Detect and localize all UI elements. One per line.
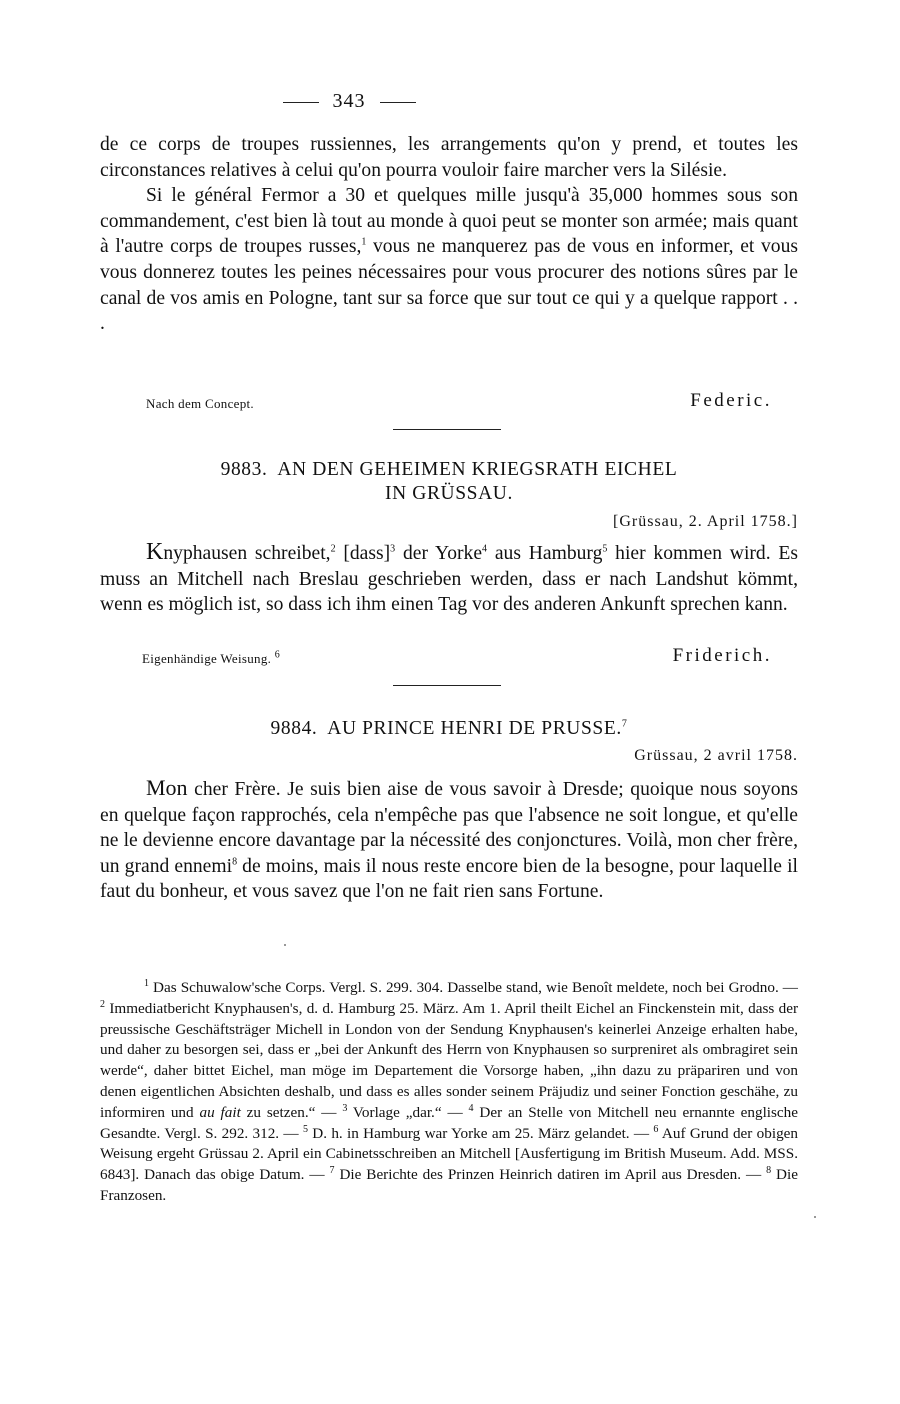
signature-row bbox=[100, 645, 798, 675]
paragraph-text: der Yorke bbox=[395, 543, 483, 564]
footnote-ref: 8 bbox=[232, 856, 238, 868]
footnote-number: 5 bbox=[302, 1123, 308, 1135]
footnotes bbox=[100, 978, 798, 1207]
signature: Friderich. bbox=[672, 645, 772, 666]
footnote-text: Die Franzosen. bbox=[100, 1166, 798, 1204]
section-divider bbox=[393, 685, 501, 686]
paragraph: de ce corps de troupes russiennes, les arrangements qu'on y prend, et toutes les circonstances relatives à celui qu'on pourra vouloir faire marcher vers la Silésie. bbox=[100, 134, 798, 181]
paragraph-text: vous ne manquerez pas de vous en informer, et vous vous donnerez toutes les peines nécessaires pour vous procurer des notions sûres par le canal de vos amis en Pologne, tant sur sa force que sur tout ce qui y a quelque rapport . . . bbox=[100, 236, 798, 335]
heading-title: AN DEN GEHEIMEN KRIEGSRATH EICHEL bbox=[277, 459, 678, 480]
paragraph-text: aus Hamburg bbox=[487, 543, 603, 564]
footnote-number: 7 bbox=[329, 1165, 335, 1177]
footnote-number: 4 bbox=[468, 1102, 474, 1114]
footnote-ref: 7 bbox=[621, 718, 628, 730]
footnote-block bbox=[100, 978, 798, 1207]
footnote-text: zu setzen.“ — bbox=[240, 1103, 343, 1121]
footnote-ref: 1 bbox=[361, 236, 367, 248]
source-note-text: Eigenhändige Weisung. bbox=[142, 651, 272, 666]
initial-letter: K bbox=[146, 539, 164, 565]
dateline: Grüssau, 2 avril 1758. bbox=[634, 747, 798, 764]
heading-title: AU PRINCE HENRI DE PRUSSE. bbox=[327, 718, 622, 739]
page-number: 343 bbox=[332, 90, 366, 112]
letter-9882-ending bbox=[100, 132, 798, 337]
footnote-ref: 3 bbox=[390, 543, 396, 555]
footnote-ref: 2 bbox=[330, 543, 336, 555]
paragraph-text: de moins, mais il nous reste encore bien de la besogne, pour laquelle il faut du bonheur, et vous savez que l'on ne fait rien sans Fortune. bbox=[100, 855, 798, 903]
footnote-number: 8 bbox=[766, 1165, 772, 1177]
letter-9883-body bbox=[100, 540, 798, 618]
footnote-number: 6 bbox=[653, 1123, 659, 1135]
footnote-text: Vorlage „dar.“ — bbox=[347, 1103, 469, 1121]
letter-number: 9884. bbox=[270, 718, 318, 739]
footnote-number: 2 bbox=[100, 998, 105, 1010]
source-note bbox=[142, 651, 280, 667]
paragraph-text: [dass] bbox=[335, 543, 391, 564]
paragraph-text: hier kommen wird. Es muss an Mitchell nach Breslau geschrieben werden, dass er nach Landshut kömmt, wenn es möglich ist, so dass ich ihm einen Tag vor des anderen Ankunft sprechen kann. bbox=[100, 543, 798, 616]
header-dash-right bbox=[380, 102, 416, 103]
dateline: [Grüssau, 2. April 1758.] bbox=[613, 513, 798, 530]
footnote-ref: 5 bbox=[602, 543, 608, 555]
letter-heading bbox=[100, 717, 798, 741]
footnote-text: D. h. in Hamburg war Yorke am 25. März gelandet. — bbox=[307, 1124, 654, 1142]
footnote-italic: au fait bbox=[199, 1103, 241, 1121]
footnote-text: Auf Grund der obigen Weisung ergeht Grüssau 2. April ein Cabinetsschreiben an Mitchell [Ausfertigung im British Museum. Add. MSS. 6843]. Danach das obige Datum. — bbox=[100, 1124, 798, 1184]
letter-9884-body bbox=[100, 775, 798, 905]
paragraph-text: nyphausen schreibet, bbox=[163, 543, 331, 564]
footnote-text: Die Berichte des Prinzen Heinrich datiren im April aus Dresden. — bbox=[334, 1166, 767, 1184]
paragraph bbox=[100, 183, 798, 337]
letter-heading bbox=[100, 458, 798, 506]
heading-line bbox=[100, 458, 798, 482]
source-note: Nach dem Concept. bbox=[146, 396, 254, 411]
footnote-number: 1 bbox=[144, 977, 149, 989]
paragraph-text: Si le général Fermor a 30 et quelques mille jusqu'à 35,000 hommes sous son commandement, c'est bien là tout au monde à quoi peut se monter son armée; mais quant à l'autre corps de troupes russes, bbox=[100, 185, 798, 258]
paragraph bbox=[100, 775, 798, 905]
paragraph-text: cher Frère. Je suis bien aise de vous savoir à Dresde; quoique nous soyons en quelque façon rapprochés, cela n'empêche pas que l'absence ne soit longue, et qu'elle ne le devienne encore davantage par la nécessité des conjonctures. Voilà, mon cher frère, un grand ennemi bbox=[100, 779, 798, 877]
letter-number: 9883. bbox=[220, 459, 268, 480]
signature: Federic. bbox=[690, 390, 772, 411]
footnote-ref: 6 bbox=[274, 649, 281, 661]
header-dash-left bbox=[283, 102, 319, 103]
footnote-text: Das Schuwalow'sche Corps. Vergl. S. 299. 304. Dasselbe stand, wie Benoît meldete, noch bei Grodno. — bbox=[149, 979, 798, 996]
initial-word: Mon bbox=[146, 775, 188, 800]
page-header bbox=[0, 90, 698, 113]
speck-mark bbox=[284, 944, 286, 946]
section-divider bbox=[393, 429, 501, 430]
speck-mark bbox=[814, 1216, 816, 1218]
footnote-text: Immediatbericht Knyphausen's, d. d. Hamburg 25. März. Am 1. April theilt Eichel an Finckenstein mit, dass der preussische Geschäftsträger Michell in London von der Sendung Knyphausen's keinerlei Anzeige erhalten habe, und daher zu besorgen sei, dass er „bei der Ankunft des Herrn von Knyphausen so surpreniret als ombragiret sein werde“, daher bittet Eichel, man möge im Departement die Vorsorge haben, „ihn dazu zu präpariren und von denen eigentlichen Absichten deshalb, und dass es alles sonder seinem Präjudiz und seiner Fonction geschähe, zu informiren und bbox=[100, 999, 798, 1121]
footnote-text: Der an Stelle von Mitchell neu ernannte englische Gesandte. Vergl. S. 292. 312. — bbox=[100, 1103, 798, 1142]
signature-row bbox=[100, 390, 798, 420]
paragraph bbox=[100, 540, 798, 618]
heading-line: IN GRÜSSAU. bbox=[385, 483, 513, 504]
footnote-ref: 4 bbox=[482, 543, 488, 555]
footnote-number: 3 bbox=[342, 1102, 348, 1114]
